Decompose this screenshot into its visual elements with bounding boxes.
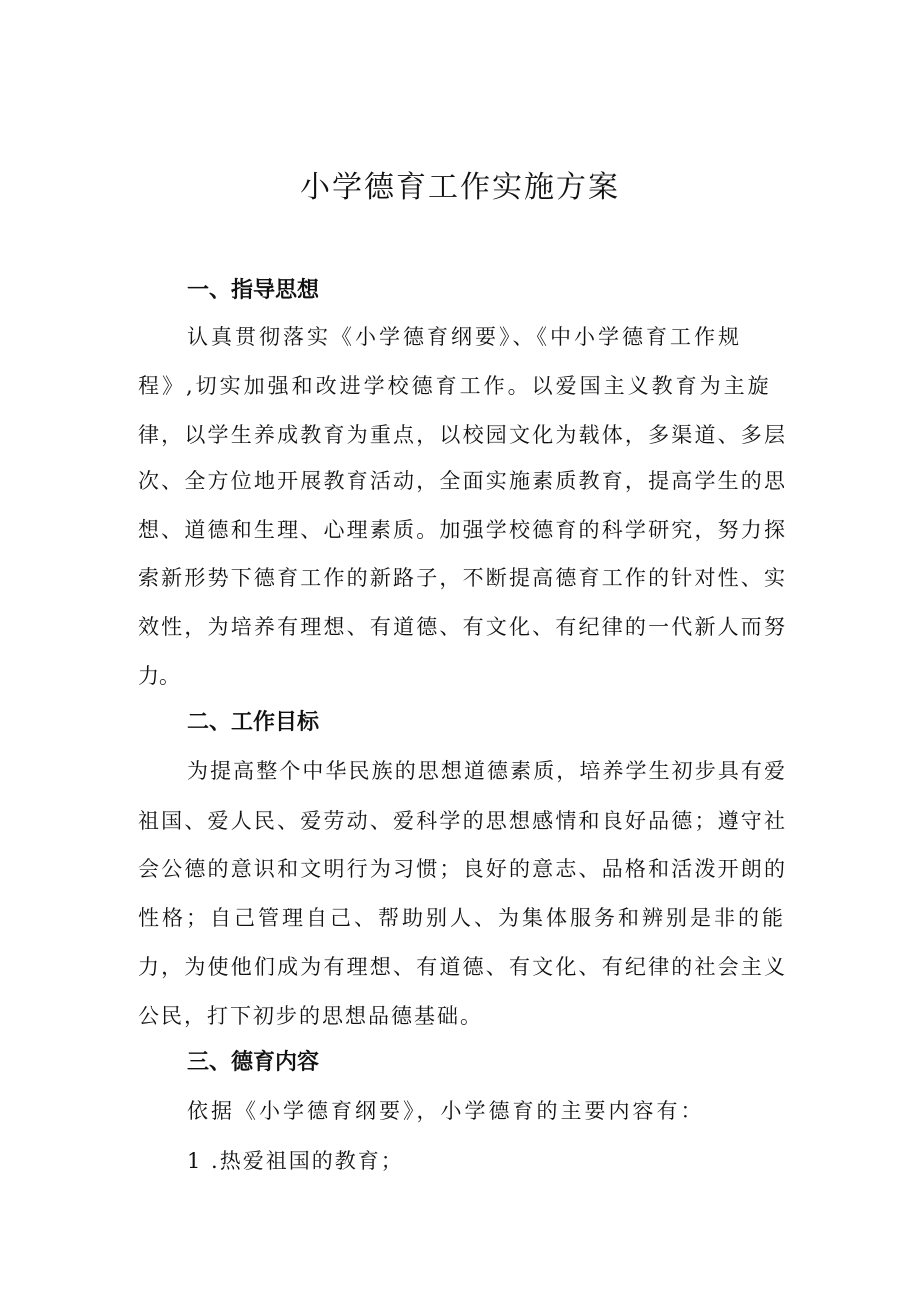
paragraph-line: 索新形势下德育工作的新路子，不断提高德育工作的针对性、实	[138, 566, 785, 590]
paragraph-line: 性格；自己管理自己、帮助别人、为集体服务和辨别是非的能	[138, 906, 786, 930]
paragraph-line: 会公德的意识和文明行为习惯；良好的意志、品格和活泼开朗的	[138, 857, 785, 881]
paragraph-line: 程》,切实加强和改进学校德育工作。以爱国主义教育为主旋	[138, 374, 772, 398]
paragraph-line: 为提高整个中华民族的思想道德素质，培养学生初步具有爱	[187, 759, 785, 783]
paragraph-line: 力，为使他们成为有理想、有道德、有文化、有纪律的社会主义	[138, 955, 785, 979]
section-heading: 二、工作目标	[187, 710, 320, 735]
paragraph-line: 力。	[138, 664, 180, 688]
paragraph-line: 律，以学生养成教育为重点，以校园文化为载体，多渠道、多层	[138, 423, 785, 447]
section-heading: 三、德育内容	[187, 1050, 320, 1075]
document-title: 小学德育工作实施方案	[300, 170, 620, 205]
paragraph-line: 认真贯彻落实《小学德育纲要》、《中小学德育工作规	[187, 325, 742, 349]
section-heading: 一、指导思想	[187, 278, 320, 303]
paragraph-line: 祖国、爱人民、爱劳动、爱科学的思想感情和良好品德；遵守社	[138, 809, 785, 833]
paragraph-line: 次、全方位地开展教育活动，全面实施素质教育，提高学生的思	[138, 469, 785, 493]
paragraph-line: 效性，为培养有理想、有道德、有文化、有纪律的一代新人而努	[138, 615, 785, 639]
paragraph-line: 公民，打下初步的思想品德基础。	[138, 1004, 483, 1028]
paragraph-line: 依据《小学德育纲要》，小学德育的主要内容有：	[187, 1099, 705, 1123]
list-item: 1 .热爱祖国的教育；	[187, 1149, 404, 1173]
paragraph-line: 想、道德和生理、心理素质。加强学校德育的科学研究，努力探	[138, 518, 785, 542]
